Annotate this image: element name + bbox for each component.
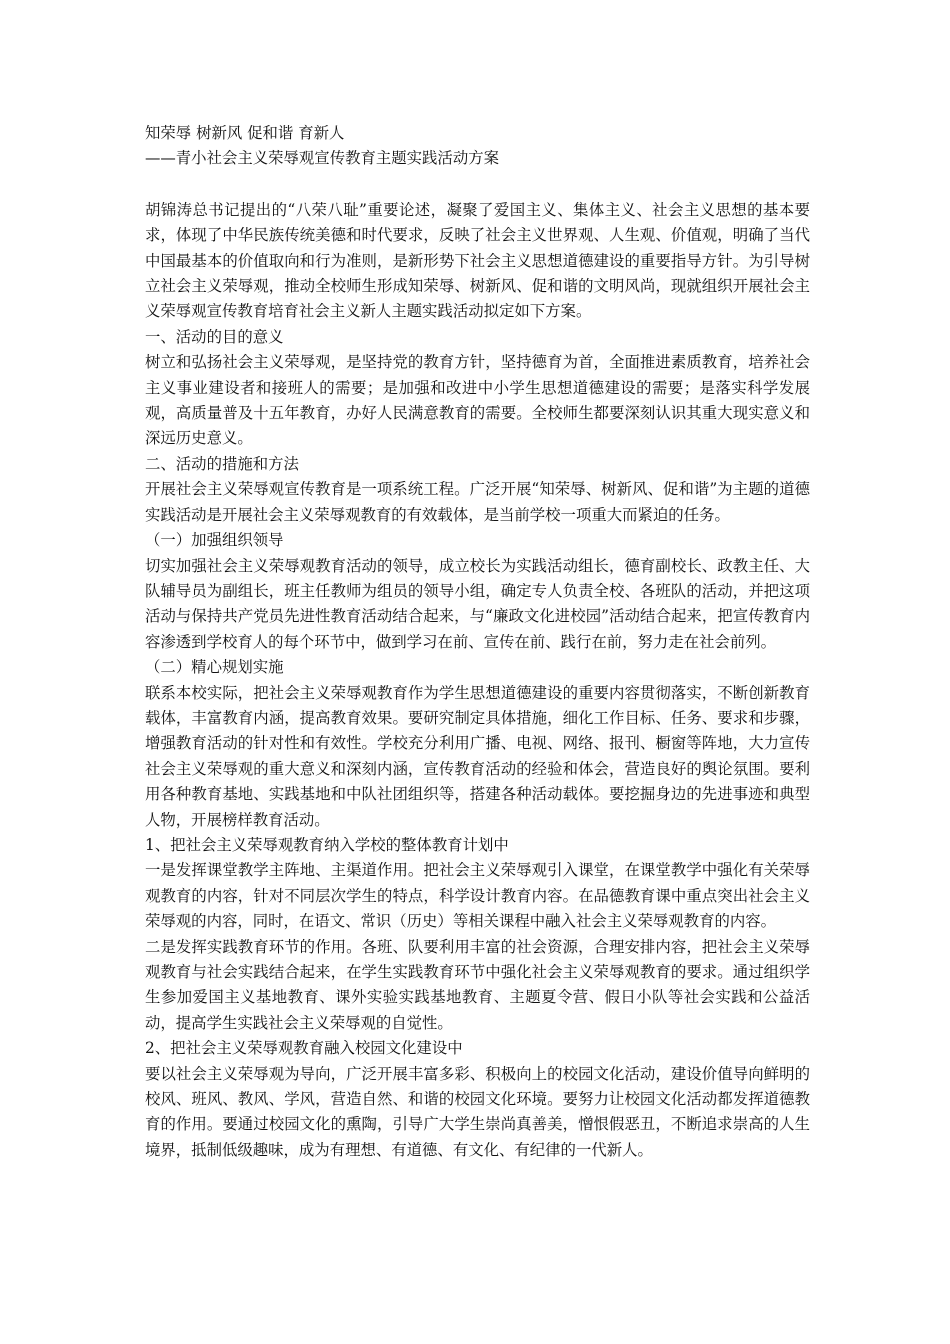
intro-paragraph: 胡锦涛总书记提出的“八荣八耻”重要论述，凝聚了爱国主义、集体主义、社会主义思想的基本要求，体现了中华民族传统美德和时代要求，反映了社会主义世界观、人生观、价值观，明确了当代中国最基本的价值取向和行为准则，是新形势下社会主义思想道德建设的重要指导方针。为引导树立社会主义荣辱观，推动全校师生形成知荣辱、树新风、促和谐的文明风尚，现就组织开展社会主义荣辱观宣传教育培育社会主义新人主题实践活动拟定如下方案。: [145, 200, 810, 321]
document-body: [145, 121, 810, 1163]
subsection-body-planning: 联系本校实际，把社会主义荣辱观教育作为学生思想道德建设的重要内容贯彻落实，不断创新教育载体，丰富教育内涵，提高教育效果。要研究制定具体措施，细化工作目标、任务、要求和步骤，增强教育活动的针对性和有效性。学校充分利用广播、电视、网络、报刊、橱窗等阵地，大力宣传社会主义荣辱观的重大意义和深刻内涵，宣传教育活动的经验和体会，营造良好的舆论氛围。要利用各种教育基地、实践基地和中队社团组织等，搭建各种活动载体。要挖掘身边的先进事迹和典型人物，开展榜样教育活动。: [145, 683, 810, 829]
section-body-measures: 开展社会主义荣辱观宣传教育是一项系统工程。广泛开展“知荣辱、树新风、促和谐”为主题的道德实践活动是开展社会主义荣辱观教育的有效载体，是当前学校一项重大而紧迫的任务。: [145, 480, 810, 524]
item-body-campus-culture: 要以社会主义荣辱观为导向，广泛开展丰富多彩、积极向上的校园文化活动，建设价值导向鲜明的校风、班风、教风、学风，营造自然、和谐的校园文化环境。要努力让校园文化活动都发挥道德教育的作用。要通过校园文化的熏陶，引导广大学生崇尚真善美，憎恨假恶丑，不断追求崇高的人生境界，抵制低级趣味，成为有理想、有道德、有文化、有纪律的一代新人。: [145, 1064, 810, 1159]
item-body-practice: 二是发挥实践教育环节的作用。各班、队要利用丰富的社会资源，合理安排内容，把社会主义荣辱观教育与社会实践结合起来，在学生实践教育环节中强化社会主义荣辱观教育的要求。通过组织学生参加爱国主义基地教育、课外实验实践基地教育、主题夏令营、假日小队等社会实践和公益活动，提高学生实践社会主义荣辱观的自觉性。: [145, 937, 810, 1032]
document-subtitle: ——青小社会主义荣辱观宣传教育主题实践活动方案: [145, 149, 499, 168]
document-title: 知荣辱 树新风 促和谐 育新人: [145, 124, 345, 142]
item-body-classroom: 一是发挥课堂教学主阵地、主渠道作用。把社会主义荣辱观引入课堂，在课堂教学中强化有关荣辱观教育的内容，针对不同层次学生的特点，科学设计教育内容。在品德教育课中重点突出社会主义荣辱观的内容，同时，在语文、常识（历史）等相关课程中融入社会主义荣辱观教育的内容。: [145, 861, 810, 931]
item-heading-campus-culture: 2、把社会主义荣辱观教育融入校园文化建设中: [145, 1039, 463, 1058]
section-heading-measures: 二、活动的措施和方法: [145, 454, 299, 473]
section-body-purpose: 树立和弘扬社会主义荣辱观，是坚持党的教育方针，坚持德育为首，全面推进素质教育，培养社会主义事业建设者和接班人的需要；是加强和改进中小学生思想道德建设的需要；是落实科学发展观，高质量普及十五年教育，办好人民满意教育的需要。全校师生都要深刻认识其重大现实意义和深远历史意义。: [145, 353, 810, 448]
section-heading-purpose: 一、活动的目的意义: [145, 327, 284, 346]
subsection-heading-leadership: （一）加强组织领导: [145, 531, 284, 550]
item-heading-curriculum: 1、把社会主义荣辱观教育纳入学校的整体教育计划中: [145, 835, 509, 854]
subsection-heading-planning: （二）精心规划实施: [145, 658, 284, 677]
blank-line: [145, 172, 810, 198]
subsection-body-leadership: 切实加强社会主义荣辱观教育活动的领导，成立校长为实践活动组长，德育副校长、政教主任、大队辅导员为副组长，班主任教师为组员的领导小组，确定专人负责全校、各班队的活动，并把这项活动与保持共产党员先进性教育活动结合起来，与“廉政文化进校园”活动结合起来，把宣传教育内容渗透到学校育人的每个环节中，做到学习在前、宣传在前、践行在前，努力走在社会前列。: [145, 556, 810, 651]
